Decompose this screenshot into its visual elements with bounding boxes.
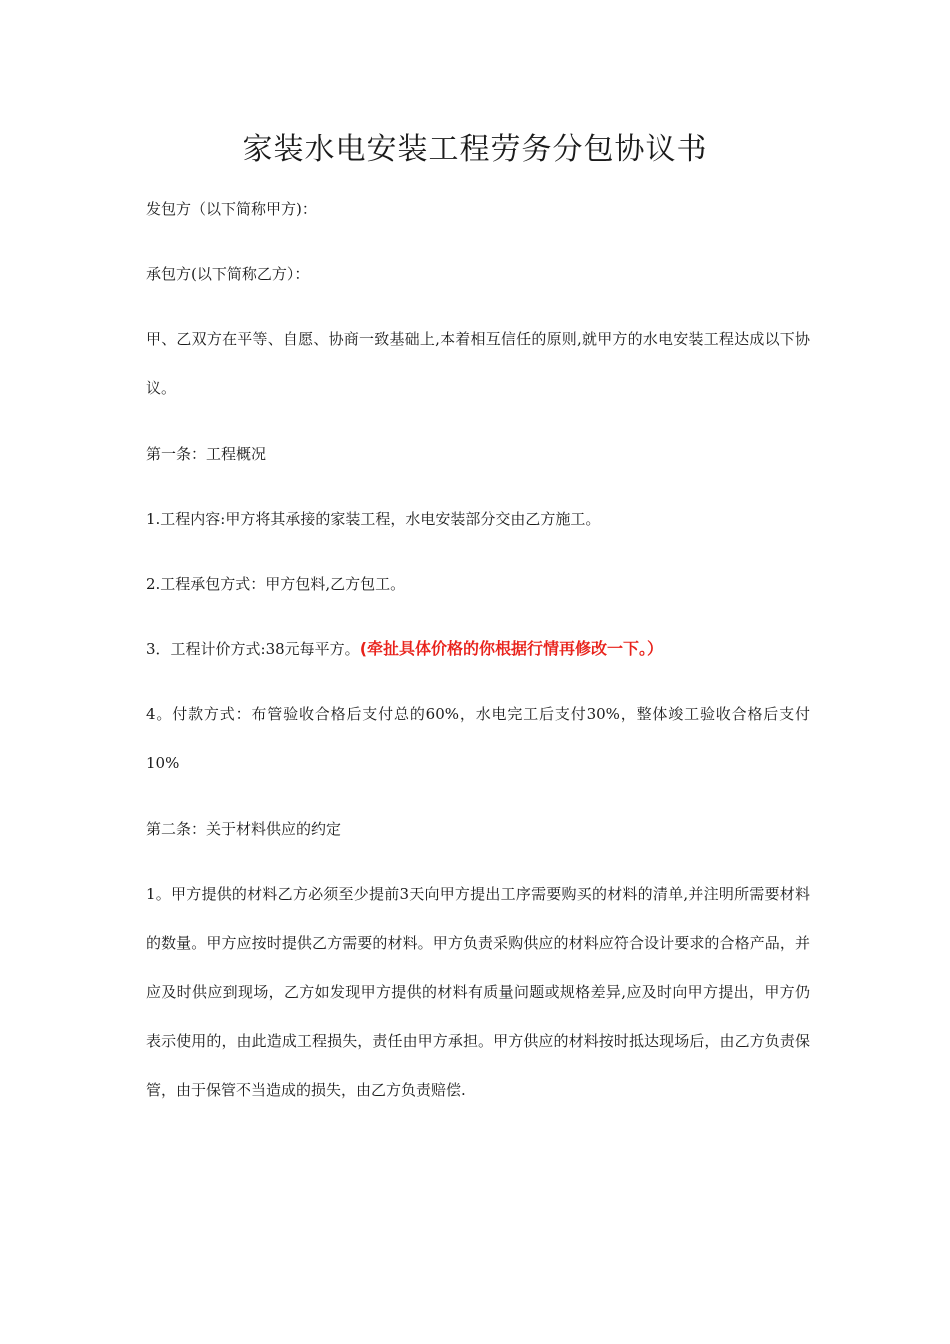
article1-item2: 2.工程承包方式：甲方包料,乙方包工。 [146, 575, 406, 593]
party-a-line: 发包方（以下简称甲方)： [146, 200, 317, 218]
article1-heading: 第一条：工程概况 [146, 445, 267, 463]
article2-item1: 1。甲方提供的材料乙方必须至少提前3天向甲方提出工序需要购买的材料的清单,并注明所需要材料的数量。甲方应按时提供乙方需要的材料。甲方负责采购供应的材料应符合设计要求的合格产品，并应及时供应到现场，乙方如发现甲方提供的材料有质量问题或规格差异,应及时向甲方提出，甲方仍表示使用的，由此造成工程损失，责任由甲方承担。甲方供应的材料按时抵达现场后，由乙方负责保管，由于保管不当造成的损失，由乙方负责赔偿. [146, 885, 810, 1099]
article1-item1: 1.工程内容:甲方将其承接的家装工程，水电安装部分交由乙方施工。 [146, 510, 601, 528]
article1-item3-text: 3．工程计价方式:38元每平方。 [146, 640, 360, 658]
article1-item4: 4。付款方式：布管验收合格后支付总的60%，水电完工后支付30%，整体竣工验收合格后支付10% [146, 705, 810, 772]
document-title: 家装水电安装工程劳务分包协议书 [242, 132, 708, 167]
article2-heading: 第二条：关于材料供应的约定 [146, 820, 342, 838]
party-b-line: 承包方(以下简称乙方）： [146, 265, 310, 283]
document-body [146, 195, 810, 1142]
article1-item3 [146, 635, 810, 663]
preamble-paragraph: 甲、乙双方在平等、自愿、协商一致基础上,本着相互信任的原则,就甲方的水电安装工程达成以下协议。 [146, 330, 810, 397]
price-note: (牵扯具体价格的你根据行情再修改一下。） [359, 639, 664, 658]
